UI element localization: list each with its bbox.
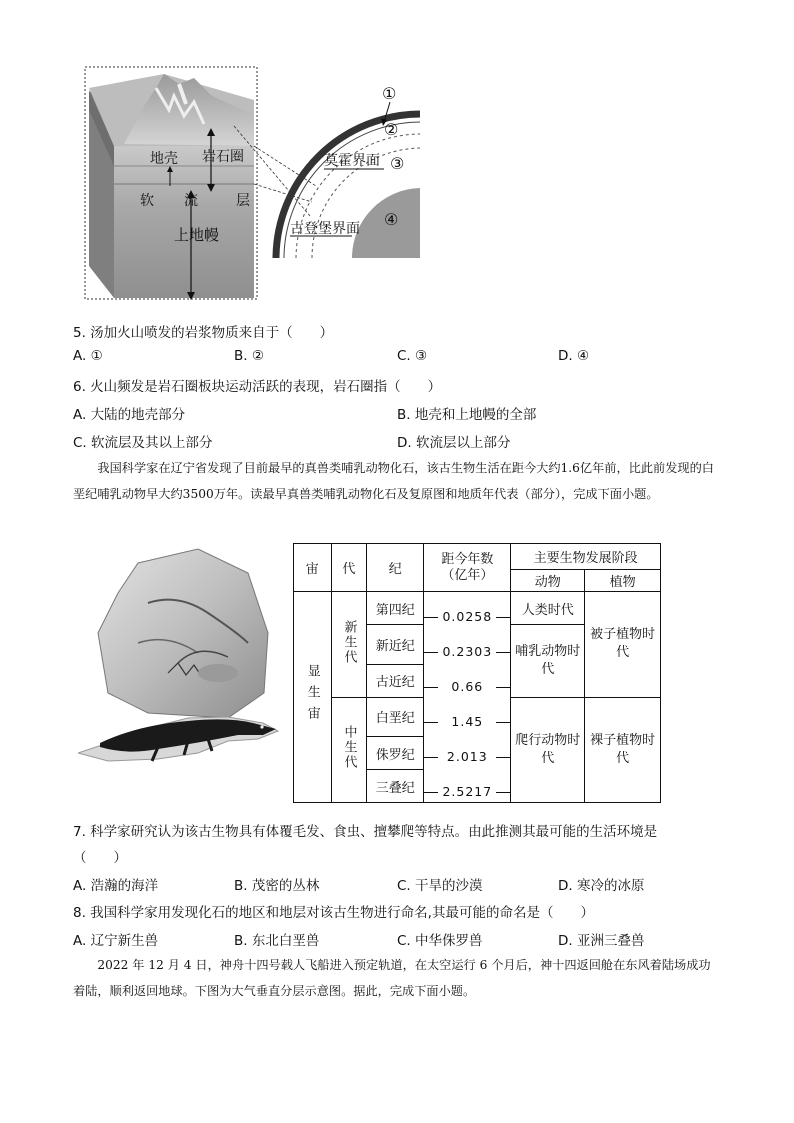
header-animal: 动物 [511, 570, 585, 592]
period-5: 三叠纪 [367, 770, 424, 803]
animal-human: 人类时代 [511, 592, 585, 625]
boundary-tick-left [424, 652, 438, 653]
fossil-image [78, 543, 286, 773]
boundary-label: 0.2303 [442, 644, 493, 659]
era-cenozoic: 新生代 [341, 619, 357, 665]
question-8-option-c[interactable]: C. 中华侏罗兽 [397, 933, 483, 949]
eon-cell [294, 592, 332, 803]
question-6-option-c[interactable]: C. 软流层及其以上部分 [73, 435, 213, 451]
boundary-tick-left [424, 617, 438, 618]
lithosphere-label: 岩石圈 [202, 149, 244, 165]
marker-3: ③ [390, 154, 405, 173]
plant-gymnosperm [585, 697, 661, 803]
period-4: 侏罗纪 [367, 737, 424, 770]
header-eon: 宙 [294, 544, 332, 592]
question-6-option-a[interactable]: A. 大陆的地壳部分 [73, 407, 186, 423]
boundary-tick-right [496, 652, 510, 653]
boundary-label: 0.66 [451, 679, 484, 694]
fossil-drawing [78, 543, 286, 773]
question-8-option-a[interactable]: A. 辽宁新生兽 [73, 933, 159, 949]
question-7-option-a[interactable]: A. 浩瀚的海洋 [73, 878, 159, 894]
gutenberg-label: 古登堡界面 [290, 221, 360, 237]
asthenosphere-label-3: 层 [236, 193, 250, 209]
header-era: 代 [331, 544, 367, 592]
question-5-option-b[interactable]: B. ② [234, 348, 264, 364]
marker-1: ① [382, 84, 397, 103]
question-6-option-b[interactable]: B. 地壳和上地幔的全部 [397, 407, 537, 423]
question-5-option-c[interactable]: C. ③ [397, 348, 428, 364]
question-7-stem: 7. 科学家研究认为该古生物具有体覆毛发、食虫、擅攀爬等特点。由此推测其最可能的生活环境是 [73, 824, 658, 840]
period-2: 古近纪 [367, 664, 424, 697]
header-years-label: 距今年数 [441, 551, 494, 567]
animal-reptile-text: 爬行动物时代 [515, 732, 581, 766]
question-7-option-b[interactable]: B. 茂密的丛林 [234, 878, 320, 894]
boundary-tick-right [496, 757, 510, 758]
question-7-option-c[interactable]: C. 干旱的沙漠 [397, 878, 483, 894]
boundary-label: 2.5217 [442, 784, 493, 799]
years-column [424, 592, 511, 803]
header-plant: 植物 [585, 570, 661, 592]
question-5-stem: 5. 汤加火山喷发的岩浆物质来自于（ ） [73, 325, 334, 341]
animal-reptile [511, 697, 585, 803]
boundary-tick-left [424, 687, 438, 688]
earth-structure-drawing [84, 66, 424, 302]
crust-label: 地壳 [150, 151, 178, 167]
boundary-tick-left [424, 722, 438, 723]
boundary-label: 2.013 [446, 749, 488, 764]
question-5-option-a[interactable]: A. ① [73, 348, 103, 364]
animal-mammal [511, 625, 585, 698]
asthenosphere-label-1: 软 [140, 193, 154, 209]
earth-structure-figure [84, 66, 424, 302]
geologic-table [293, 543, 661, 803]
header-stage: 主要生物发展阶段 [511, 544, 661, 570]
boundary-label: 1.45 [451, 714, 484, 729]
plant-angiosperm-text: 被子植物时代 [590, 627, 656, 661]
plant-angiosperm [585, 592, 661, 698]
passage-fossil: 我国科学家在辽宁省发现了目前最早的真兽类哺乳动物化石，该古生物生活在距今大约1.6亿年前，比此前发现的白垩纪哺乳动物早大约3500万年。读最早真兽类哺乳动物化石及复原图和地质年代表（部分），完成下面小题。 [73, 461, 714, 501]
eon-name: 显生宙 [304, 663, 320, 727]
boundary-tick-right [496, 687, 510, 688]
header-period: 纪 [367, 544, 424, 592]
question-7-option-d[interactable]: D. 寒冷的冰原 [558, 878, 645, 894]
boundary-tick-right [496, 792, 510, 793]
boundary-tick-right [496, 617, 510, 618]
geologic-time-table [293, 543, 661, 801]
marker-2: ② [384, 120, 399, 139]
boundary-tick-left [424, 757, 438, 758]
boundary-tick-right [496, 722, 510, 723]
marker-4: ④ [384, 210, 399, 229]
header-years [424, 544, 511, 592]
question-8-option-d[interactable]: D. 亚洲三叠兽 [558, 933, 645, 949]
animal-mammal-text: 哺乳动物时代 [515, 643, 581, 677]
period-0: 第四纪 [367, 592, 424, 625]
boundary-label: 0.0258 [442, 609, 493, 624]
question-7-stem-paren: （ ） [73, 850, 127, 866]
passage-shenzhou: 2022 年 12 月 4 日，神舟十四号载人飞船进入预定轨道，在太空运行 6 个月后，神十四返回舱在东风着陆场成功着陆，顺利返回地球。下图为大气垂直分层示意图。据此，完成下面小题。 [73, 958, 711, 998]
period-1: 新近纪 [367, 625, 424, 665]
period-3: 白垩纪 [367, 697, 424, 737]
question-8-stem: 8. 我国科学家用发现化石的地区和地层对该古生物进行命名,其最可能的命名是（ ） [73, 905, 594, 921]
question-5-option-d[interactable]: D. ④ [558, 348, 590, 364]
era-cenozoic-cell [331, 592, 367, 698]
asthenosphere-label-2: 流 [184, 193, 198, 209]
question-8-option-b[interactable]: B. 东北白垩兽 [234, 933, 320, 949]
era-mesozoic-cell [331, 697, 367, 803]
question-6-option-d[interactable]: D. 软流层以上部分 [397, 435, 511, 451]
boundary-tick-left [424, 792, 438, 793]
header-years-unit: （亿年） [441, 567, 494, 583]
era-mesozoic: 中生代 [341, 725, 357, 771]
upper-mantle-label: 上地幔 [174, 226, 220, 244]
question-6-stem: 6. 火山频发是岩石圈板块运动活跃的表现，岩石圈指（ ） [73, 379, 442, 395]
plant-gymnosperm-text: 裸子植物时代 [590, 732, 656, 766]
moho-label: 莫霍界面 [324, 153, 380, 169]
